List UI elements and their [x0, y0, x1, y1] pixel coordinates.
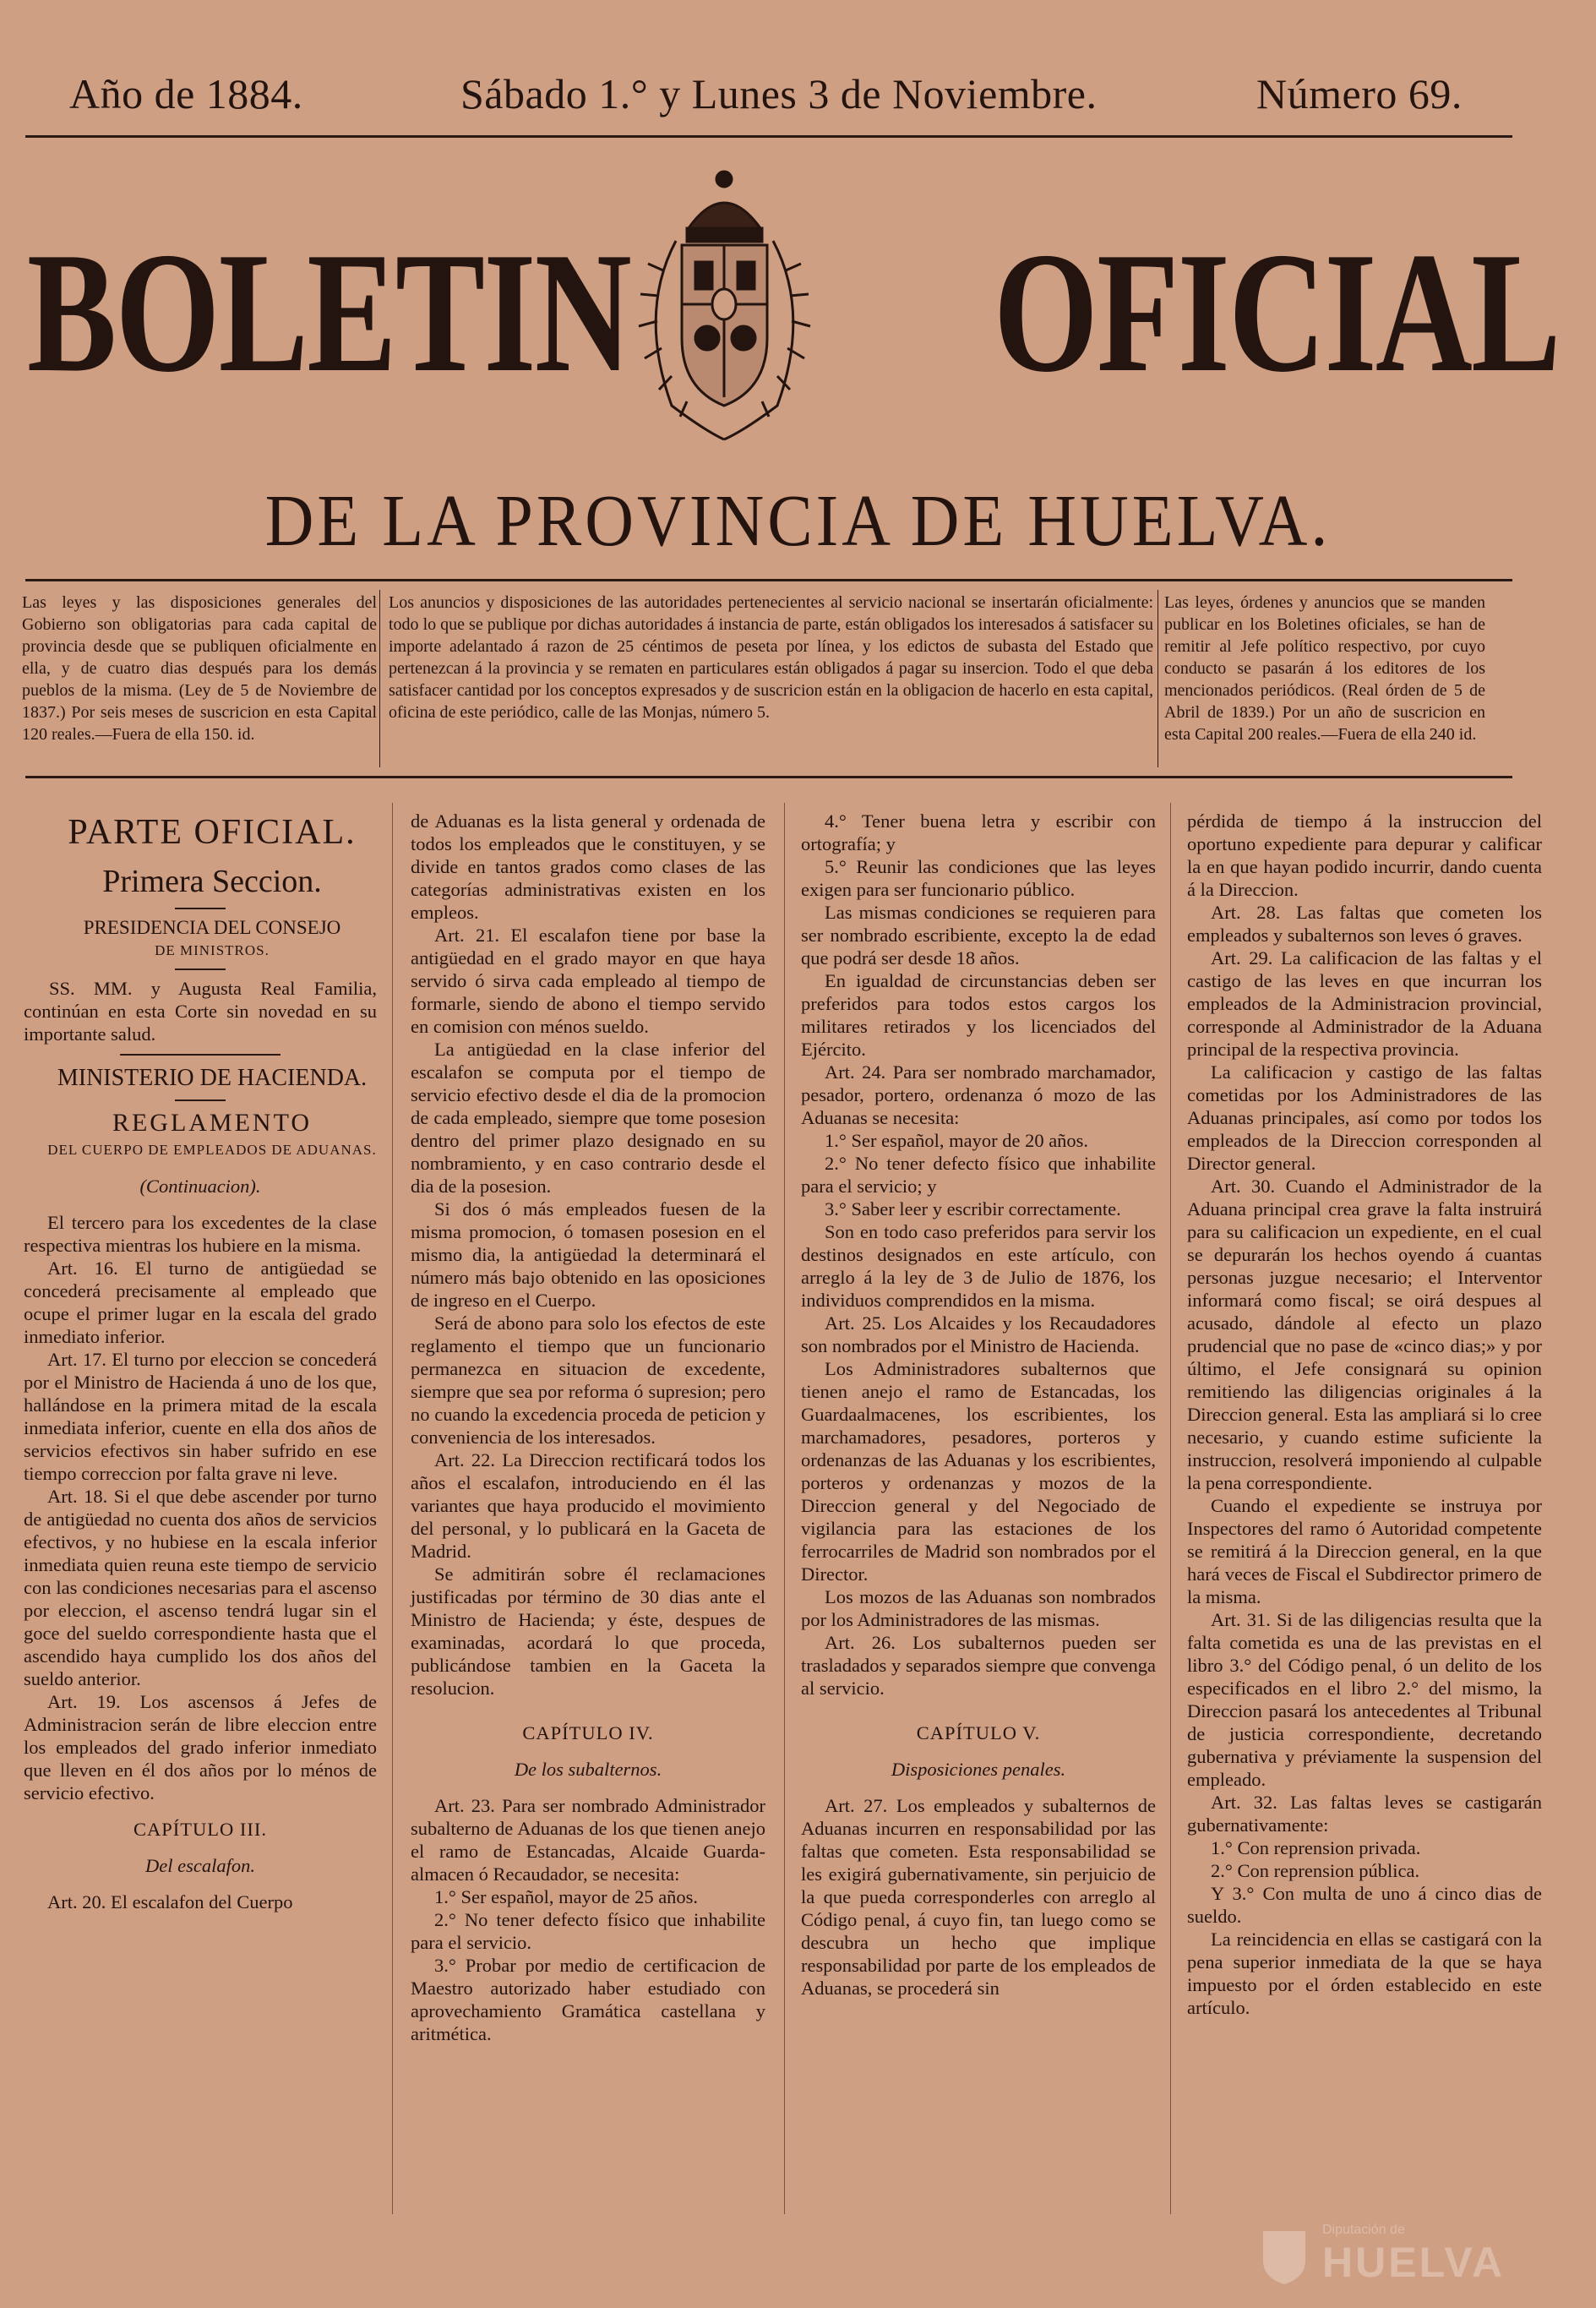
- column-1: [24, 811, 377, 1913]
- paragraph: Art. 19. Los ascensos á Jefes de Administracion serán de libre eleccion entre los empleados del grado inferior inmediato que lleven en él dos años por lo ménos de servicio efectivo.: [24, 1691, 377, 1803]
- paragraph: 3.° Probar por medio de certificacion de Maestro autorizado haber estudiado con aprovechamiento Gramática castellana y aritmética.: [411, 1955, 765, 2044]
- masthead-rule: [25, 579, 1512, 581]
- paragraph: Art. 25. Los Alcaides y los Recaudadores son nombrados por el Ministro de Hacienda.: [801, 1312, 1156, 1356]
- paragraph: Son en todo caso preferidos para servir los destinos designados en este artículo, con arreglo á la ley de 3 de Julio de 1876, los individuos comprendidos en la misma.: [801, 1221, 1156, 1311]
- year-label: Año de 1884.: [69, 70, 303, 117]
- chapter-subtitle: Del escalafon.: [145, 1855, 255, 1876]
- notice-right: Las leyes, órdenes y anuncios que se manden publicar en los Boletines oficiales, se han de remitir al Jefe político respectivo, por cuyo conducto se pasarán á los editores de los mencionados periódicos. (Real órden de 5 de Abril de 1839.) Por un año de suscricion en esta Capital 200 reales.—Fuera de ella 240 id.: [1164, 593, 1485, 744]
- watermark-shield-icon: [1259, 2227, 1310, 2286]
- chapter-heading: CAPÍTULO III.: [133, 1819, 267, 1840]
- masthead-word-oficial: OFICIAL: [994, 217, 1560, 408]
- paragraph: Se admitirán sobre él reclamaciones justificadas por término de 30 dias ante el Ministro de Hacienda; y éste, despues de examinadas, acordará lo que proceda, publicándose tambien en la Gaceta la resolucion.: [411, 1563, 765, 1699]
- paragraph: Si dos ó más empleados fuesen de la misma promocion, ó tomasen posesion en el mismo dia, la antigüedad la determinará el número más bajo obtenido en las oposiciones de ingreso en el Cuerpo.: [411, 1198, 765, 1311]
- continuacion-label: (Continuacion).: [139, 1176, 261, 1197]
- paragraph: de Aduanas es la lista general y ordenada de todos los empleados que le constituyen, y se divide en tantos grados como clases de las categorías administrativas existen en los empleos.: [411, 810, 765, 923]
- paragraph: Art. 16. El turno de antigüedad se concederá precisamente al empleado que ocupe el primer lugar en la escala del grado inmediato inferior.: [24, 1258, 377, 1347]
- paragraph: Art. 28. Las faltas que cometen los empleados y subalternos son leves ó graves.: [1187, 902, 1542, 946]
- date-label: Sábado 1.° y Lunes 3 de Noviembre.: [460, 70, 1098, 117]
- paragraph: El tercero para los excedentes de la clase respectiva mientras los hubiere en la misma.: [24, 1212, 377, 1256]
- chapter-subtitle: De los subalternos.: [514, 1759, 662, 1780]
- issue-number: Número 69.: [1256, 70, 1463, 117]
- presidencia-heading: PRESIDENCIA DEL CONSEJO: [83, 917, 341, 938]
- column-3: [801, 810, 1156, 2000]
- paragraph: 1.° Ser español, mayor de 20 años.: [825, 1130, 1089, 1151]
- paragraph: 4.° Tener buena letra y escribir con ortografía; y: [801, 810, 1156, 854]
- paragraph: En igualdad de circunstancias deben ser preferidos para todos estos cargos los militares retirados y los licenciados del Ejército.: [801, 970, 1156, 1060]
- column-divider: [392, 803, 393, 2214]
- column-4: [1187, 810, 1542, 2019]
- paragraph: 2.° No tener defecto físico que inhabilite para el servicio.: [411, 1909, 765, 1953]
- paragraph: Cuando el expediente se instruya por Inspectores del ramo ó Autoridad competente se remitirá á la Direccion general, en la que hará veces de Fiscal el Subdirector primero de la misma.: [1187, 1495, 1542, 1607]
- column-divider: [784, 803, 785, 2214]
- notice-divider: [379, 590, 380, 767]
- paragraph: Art. 21. El escalafon tiene por base la antigüedad en el grado mayor en que haya servido ó sirva cada empleado al tiempo de formarle, siendo de abono el tiempo servido en comision con ménos sueldo.: [411, 925, 765, 1037]
- paragraph: Art. 23. Para ser nombrado Administrador subalterno de Aduanas de los que tienen anejo el ramo de Estancadas, Alcaide Guarda-almacen ó Recaudador, se necesita:: [411, 1795, 765, 1885]
- paragraph: Art. 30. Cuando el Administrador de la Aduana principal crea grave la falta instruirá para su calificacion un expediente, en el cual se depurarán los hechos oyendo á cuantas personas juzgue necesario; el Interventor informará como fiscal; se oirá despues al acusado, dándole al efecto un plazo prudencial que no pase de «cinco dias;» y por último, el Jefe consignará su opinion remitiendo las diligencias originales á la Direccion general. Esta las ampliará si lo cree necesario, y cuando estime suficiente la instruccion, resolverá imponiendo al culpable la pena correspondiente.: [1187, 1176, 1542, 1493]
- paragraph: Art. 27. Los empleados y subalternos de Aduanas incurren en responsabilidad por las faltas que cometen. Esta responsabilidad se les exigirá gubernativamente, sin perjuicio de la que pueda corresponderles con arreglo al Código penal, á cuyo fin, tan luego como se descubra un hecho que implique responsabilidad por parte de los empleados de Aduanas, se procederá sin: [801, 1795, 1156, 1999]
- notice-left: Las leyes y las disposiciones generales del Gobierno son obligatorias para cada capital de provincia desde que se publiquen oficialmente en ella, y de cuatro dias después para los demás pueblos de la misma. (Ley de 5 de Noviembre de 1837.) Por seis meses de suscricion en esta Capital 120 reales.—Fuera de ella 150. id.: [22, 593, 377, 744]
- cuerpo-heading: DEL CUERPO DE EMPLEADOS DE ADUANAS.: [47, 1142, 377, 1158]
- paragraph: Art. 26. Los subalternos pueden ser trasladados y separados siempre que convenga al servicio.: [801, 1632, 1156, 1699]
- paragraph: 2.° No tener defecto físico que inhabilite para el servicio; y: [801, 1153, 1156, 1197]
- chapter-heading: CAPÍTULO V.: [916, 1722, 1041, 1743]
- paragraph: Art. 18. Si el que debe ascender por turno de antigüedad no cuenta dos años de servicios efectivos, y no hubiese en la escala inferior inmediata quien reuna este tiempo de servicio con las condiciones necesarias para el ascenso por eleccion, el ascenso tendrá lugar sin el goce del sueldo correspondiente hasta que el ascendido haya cumplido los dos años del sueldo anterior.: [24, 1486, 377, 1689]
- notice-rule: [25, 776, 1512, 778]
- paragraph: Art. 20. El escalafon del Cuerpo: [47, 1891, 293, 1912]
- paragraph: La reincidencia en ellas se castigará con la pena superior inmediata de la que se haya impuesto por el órden establecido en este artículo.: [1187, 1929, 1542, 2018]
- paragraph: pérdida de tiempo á la instruccion del oportuno expediente para depurar y calificar la en que hayan podido incurrir, dando cuenta á la Direccion.: [1187, 810, 1542, 900]
- ministros-heading: DE MINISTROS.: [155, 942, 270, 958]
- watermark-big: HUELVA: [1322, 2239, 1506, 2286]
- paragraph: Y 3.° Con multa de uno á cinco dias de sueldo.: [1187, 1883, 1542, 1927]
- notice-center: Los anuncios y disposiciones de las autoridades pertenecientes al servicio nacional se insertarán oficialmente: todo lo que se publique por dichas autoridades á instancia de parte, están obligados los interesados á satisfacer su importe adelantado á razon de 25 céntimos de peseta por línea, y los edictos de subasta del Estado que pertenezcan á la provincia y se rematen en particulares están obligados á pagar su insercion. Todo el que deba satisfacer cantidad por los conceptos expresados y de suscricion están en la obligacion de hacerlo en esta capital, oficina de este periódico, calle de las Monjas, número 5.: [389, 593, 1153, 722]
- paragraph: La calificacion y castigo de las faltas cometidas por los Administradores de las Aduanas principales, así como por todos los empleados de la Direccion corresponden al Director general.: [1187, 1061, 1542, 1174]
- paragraph: Art. 32. Las faltas leves se castigarán gubernativamente:: [1187, 1792, 1542, 1836]
- paragraph: Será de abono para solo los efectos de este reglamento el tiempo que un funcionario permanezca en situacion de excedente, siempre que sea por reforma ó supresion; pero no cuando la excedencia proceda de peticion y conveniencia de los interesados.: [411, 1312, 765, 1448]
- archive-watermark: [1259, 2223, 1538, 2290]
- paragraph: 2.° Con reprension pública.: [1211, 1860, 1420, 1881]
- paragraph: Las mismas condiciones se requieren para ser nombrado escribiente, excepto la de edad que podrá ser desde 18 años.: [801, 902, 1156, 968]
- column-2: [411, 810, 765, 2045]
- paragraph: 1.° Ser español, mayor de 25 años.: [434, 1886, 699, 1907]
- paragraph: Art. 24. Para ser nombrado marchamador, pesador, portero, ordenanza ó mozo de las Aduanas se necesita:: [801, 1061, 1156, 1128]
- masthead-word-boletin: BOLETIN: [27, 217, 631, 408]
- header-rule: [25, 135, 1512, 138]
- paragraph: 3.° Saber leer y escribir correctamente.: [825, 1198, 1121, 1219]
- paragraph: Art. 22. La Direccion rectificará todos los años el escalafon, introduciendo en él las variantes que haya producido el movimiento del personal, y lo publicará en la Gaceta de Madrid.: [411, 1449, 765, 1562]
- section-heading: PARTE OFICIAL.: [68, 813, 357, 852]
- paragraph: Los mozos de las Aduanas son nombrados por los Administradores de las mismas.: [801, 1586, 1156, 1630]
- paragraph: 5.° Reunir las condiciones que las leyes exigen para ser funcionario público.: [801, 856, 1156, 900]
- paragraph: Art. 17. El turno por eleccion se concederá por el Ministro de Hacienda á uno de los que, hallándose en la primera mitad de la escala inmediata inferior, cuente en ella dos años de servicios efectivos sin haber sufrido en ese tiempo correccion por falta grave ni leve.: [24, 1349, 377, 1484]
- watermark-small: Diputación de: [1322, 2223, 1405, 2237]
- paragraph: 1.° Con reprension privada.: [1211, 1837, 1421, 1858]
- column-divider: [1170, 803, 1171, 2214]
- reglamento-heading: REGLAMENTO: [112, 1109, 313, 1137]
- paragraph: Art. 31. Si de las diligencias resulta que la falta cometida es una de las previstas en el libro 3.° del Código penal, ó un delito de los especificados en el libro 2.° del mismo, la Direccion pasará los antecedentes al Tribunal de justicia correspondiente, decretando gubernativa y préviamente la suspension del empleado.: [1187, 1609, 1542, 1790]
- masthead-subtitle: DE LA PROVINCIA DE HUELVA.: [264, 481, 1332, 562]
- ministerio-heading: MINISTERIO DE HACIENDA.: [57, 1065, 368, 1091]
- chapter-heading: CAPÍTULO IV.: [522, 1722, 654, 1743]
- paragraph: Los Administradores subalternos que tienen anejo el ramo de Estancadas, los Guardaalmacenes, los escribientes, los marchamadores, pesadores, porteros y ordenanzas de las Aduanas y los escribientes, porteros y ordenanzas y mozos de la Direccion general y del Negociado de vigilancia para las estaciones de los ferrocarriles de Madrid son nombrados por el Director.: [801, 1358, 1156, 1585]
- coat-of-arms-icon: [629, 161, 820, 448]
- paragraph: Art. 29. La calificacion de las faltas y el castigo de las leves en que incurran los empleados de la Administracion provincial, corresponde al Administrador de la Aduana principal de la respectiva provincia.: [1187, 947, 1542, 1060]
- paragraph: SS. MM. y Augusta Real Familia, continúan en esta Corte sin novedad en su importante salud.: [24, 978, 377, 1045]
- paragraph: La antigüedad en la clase inferior del escalafon se computa por el tiempo de servicio efectivo desde el dia de la promocion de cada empleado, siempre que tome posesion dentro del primer plazo designado en su nombramiento, y en caso contrario desde el dia de la posesion.: [411, 1039, 765, 1197]
- subsection-heading: Primera Seccion.: [102, 864, 322, 899]
- chapter-subtitle: Disposiciones penales.: [891, 1759, 1066, 1780]
